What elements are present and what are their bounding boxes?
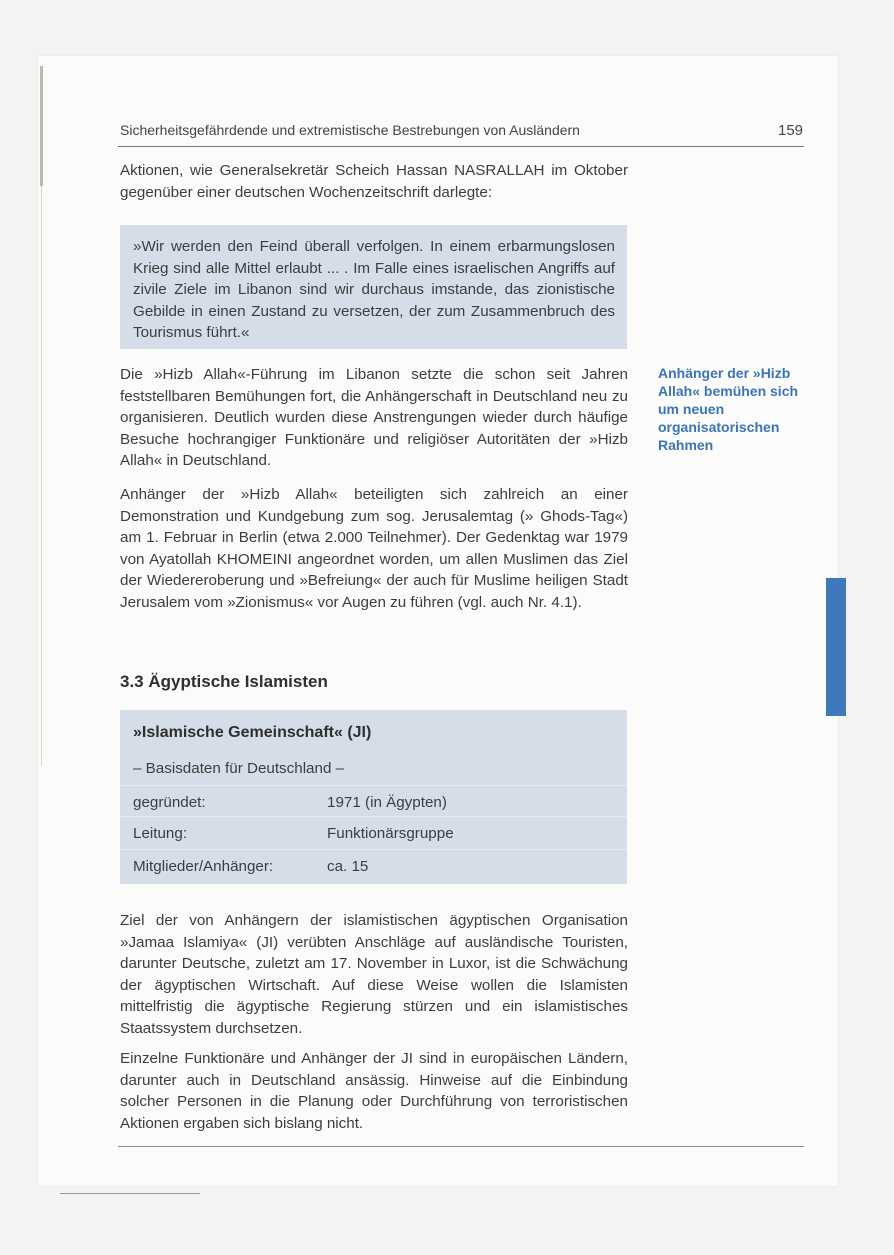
margin-note: Anhänger der »Hizb Allah« bemühen sich um neuen organisatorischen Rahmen — [658, 365, 799, 453]
info-divider — [120, 816, 627, 817]
info-box-subtitle: – Basisdaten für Deutschland – — [133, 760, 345, 777]
info-label-leadership: Leitung: — [133, 825, 188, 842]
binding-edge — [40, 66, 43, 186]
info-box-title: »Islamische Gemeinschaft« (JI) — [133, 724, 372, 741]
info-value-leadership: Funktionärsgruppe — [327, 825, 454, 842]
paragraph-jerusalem-day: Anhänger der »Hizb Allah« beteiligten sich zahlreich an einer Demonstration und Kundgebung zum sog. Jerusalemtag (» Ghods-Tag«) am 1. Februar in Berlin (etwa 2.000 Teilnehmer). Der Gedenktag war 1979 von Ayatollah KHOMEINI angeordnet worden, um allen Muslimen das Ziel der Wiedereroberung und »Befreiung« der auch für Muslime heiligen Stadt Jerusalem vom »Zionismus« vor Augen zu führen (vgl. auch Nr. 4.1). — [120, 486, 628, 611]
info-divider — [120, 849, 627, 850]
intro-paragraph: Aktionen, wie Generalsekretär Scheich Hassan NASRALLAH im Oktober gegenüber einer deutschen Wochenzeitschrift darlegte: — [120, 162, 628, 201]
chapter-tab-marker — [826, 578, 846, 716]
footer-rule — [118, 1146, 804, 1147]
info-value-members: ca. 15 — [327, 858, 369, 875]
info-label-members: Mitglieder/Anhänger: — [133, 858, 274, 875]
paragraph-ji-functionaries: Einzelne Funktionäre und Anhänger der JI sind in europäischen Ländern, darunter auch in Deutschland ansässig. Hinweise auf die Einbindung solcher Personen in die Planung oder Durchführung von terroristischen Aktionen ergaben sich bislang nicht. — [120, 1050, 628, 1132]
paragraph-hizb-allah-leadership: Die »Hizb Allah«-Führung im Libanon setzte die schon seit Jahren feststellbaren Bemühungen fort, die Anhängerschaft in Deutschland neu zu organisieren. Deutlich wurden diese Anstrengungen wieder durch häufige Besuche hochrangiger Funktionäre und religiöser Autoritäten der »Hizb Allah« in Deutschland. — [120, 366, 628, 469]
page-edge-line — [60, 1193, 200, 1194]
info-divider — [120, 785, 627, 786]
info-value-founded: 1971 (in Ägypten) — [327, 794, 447, 811]
binding-edge-line — [41, 186, 42, 766]
info-label-founded: gegründet: — [133, 794, 206, 811]
section-heading: 3.3 Ägyptische Islamisten — [120, 672, 328, 691]
paragraph-jamaa-islamiya: Ziel der von Anhängern der islamistischen ägyptischen Organisation »Jamaa Islamiya« (JI) verübten Anschläge auf ausländische Touristen, darunter Deutsche, zuletzt am 17. November in Luxor, ist die Schwächung der ägyptischen Wirtschaft. Auf diese Weise wollen die Islamisten mittelfristig die ägyptische Regierung stürzen und ein islamistisches Staatssystem durchsetzen. — [120, 912, 628, 1037]
header-rule — [118, 146, 804, 147]
quote-text: »Wir werden den Feind überall verfolgen. In einem erbarmungslosen Krieg sind alle Mittel erlaubt ... . Im Falle eines israelischen Angriffs auf zivile Ziele im Libanon sind wir durchaus imstande, das zionistische Gebilde in einen Zustand zu versetzen, der zum Zusammenbruch des Tourismus führt.« — [133, 238, 615, 341]
running-header: Sicherheitsgefährdende und extremistische Bestrebungen von Ausländern — [120, 122, 580, 138]
page-number: 159 — [778, 122, 804, 139]
